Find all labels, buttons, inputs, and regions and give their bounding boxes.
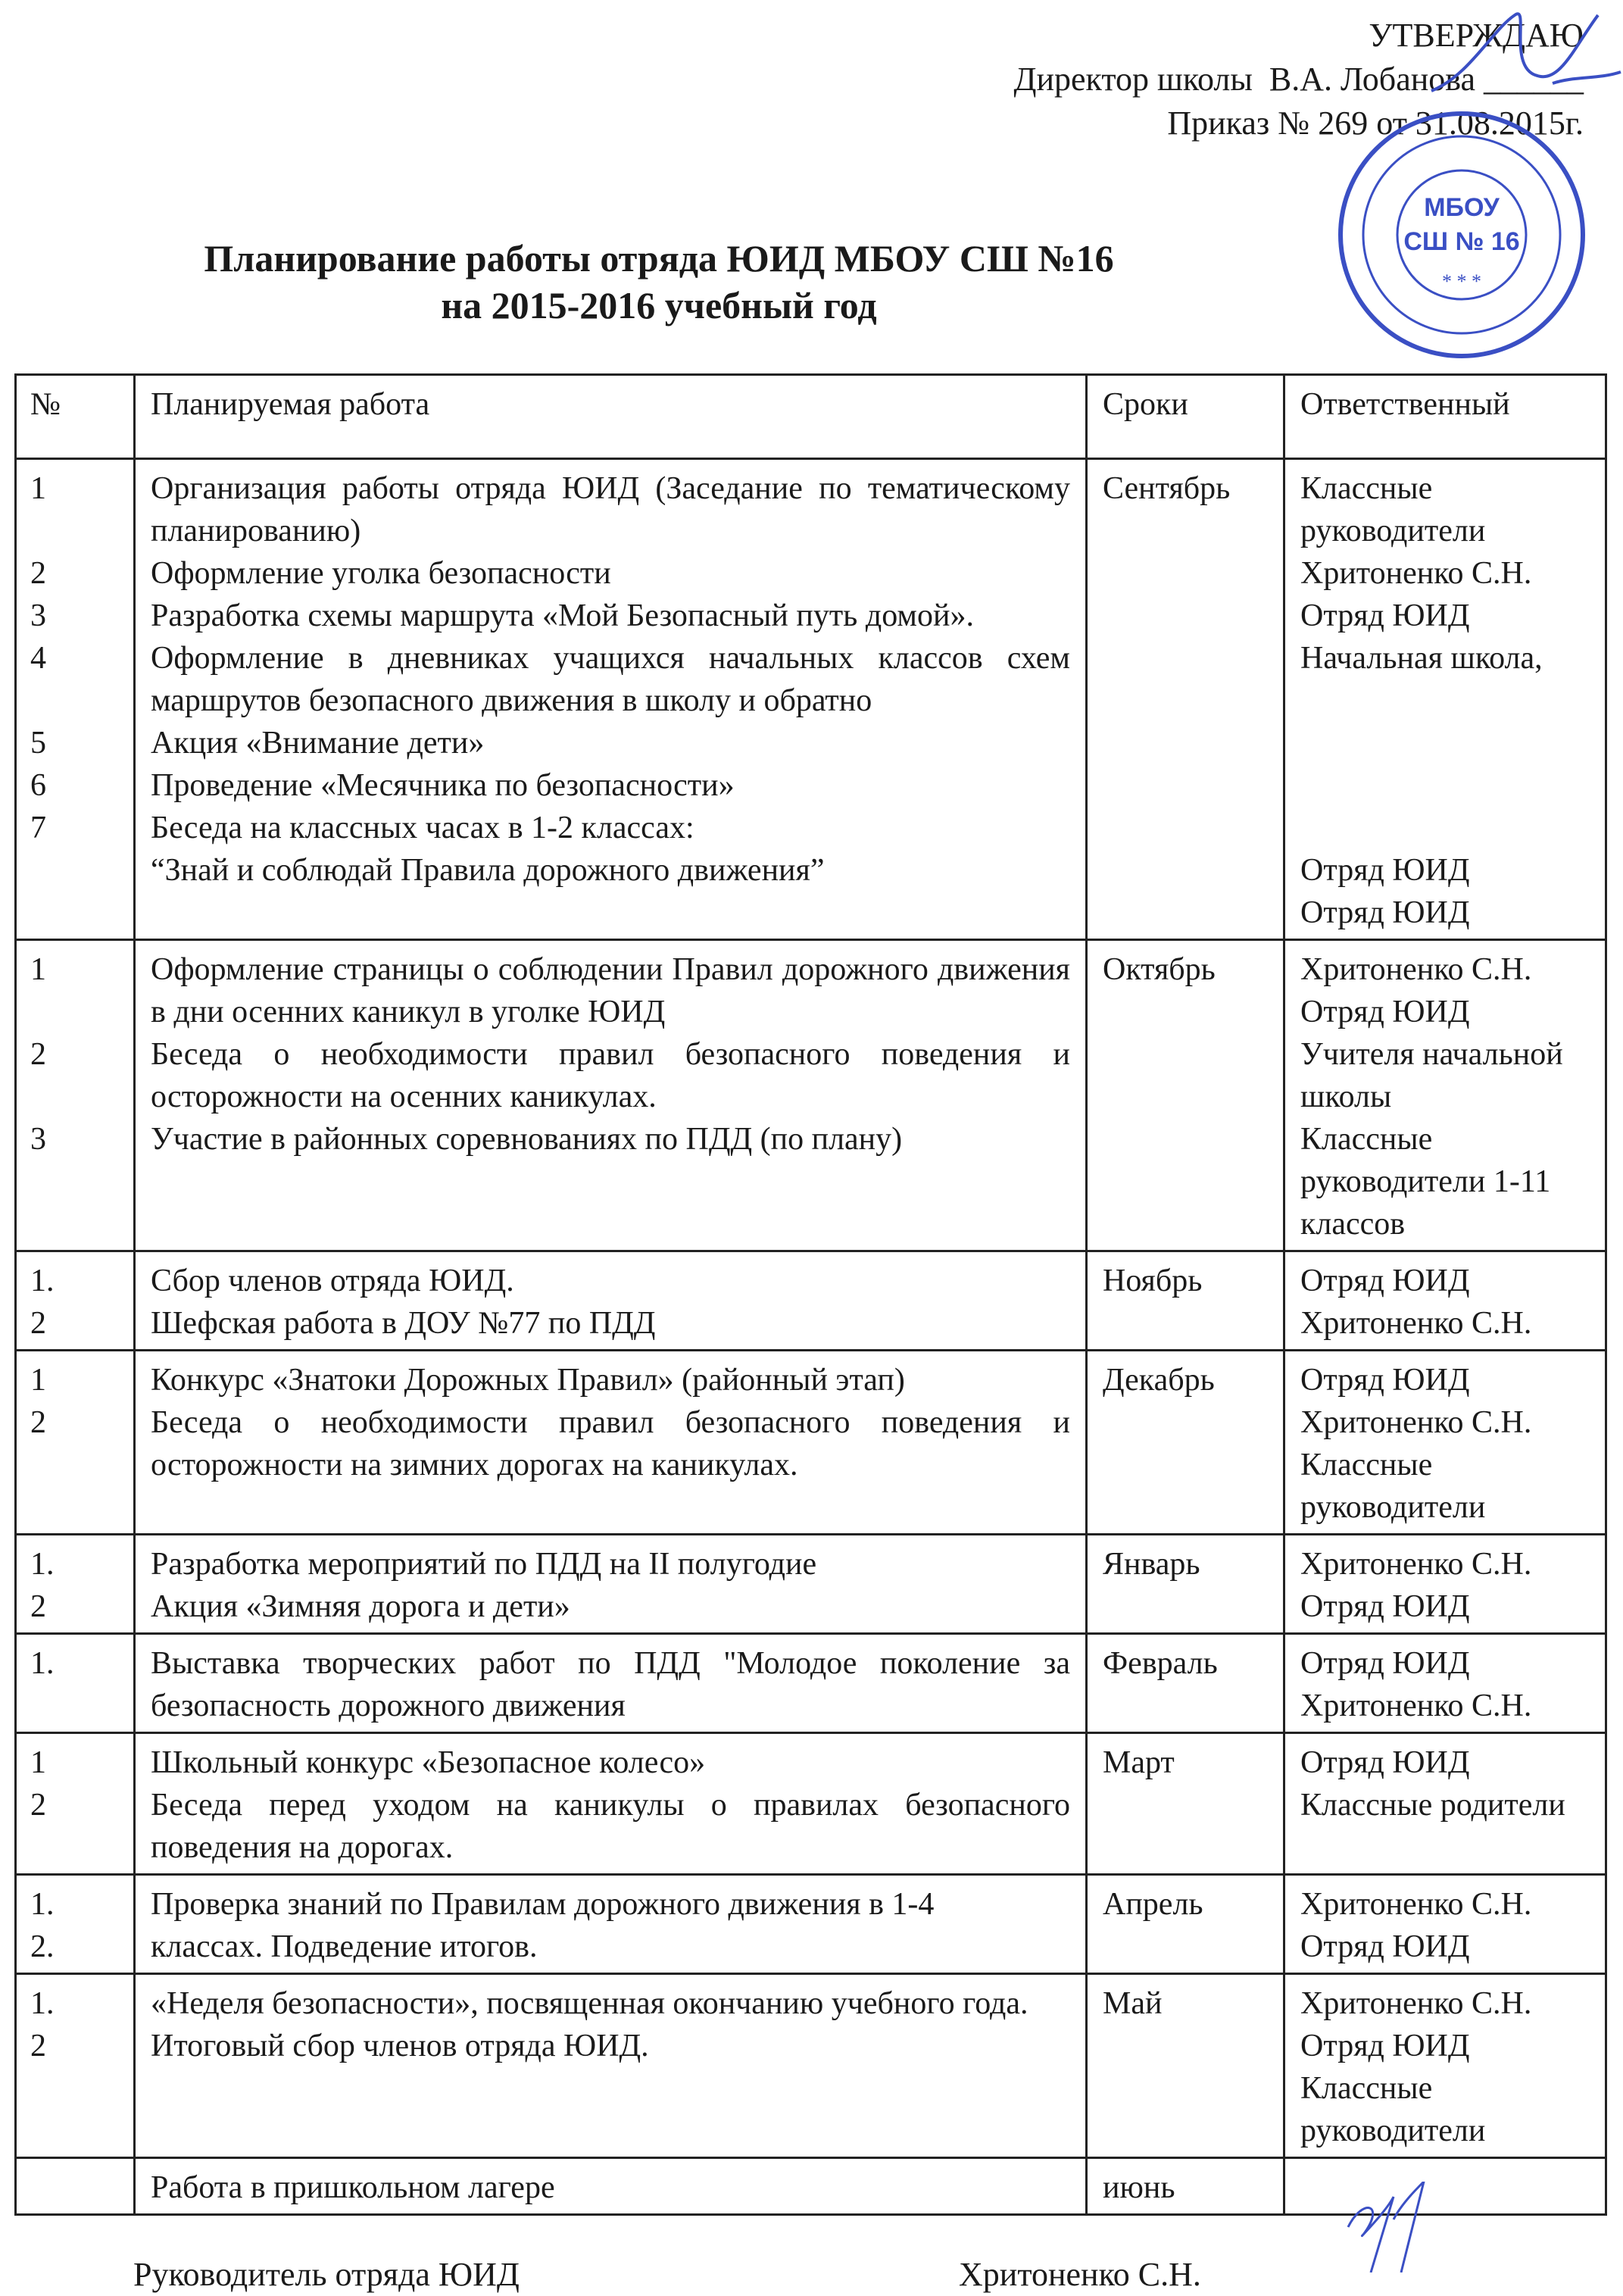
item-number bbox=[30, 849, 130, 892]
title-line-1: Планирование работы отряда ЮИД МБОУ СШ №16 bbox=[204, 237, 1114, 280]
item-number: 1 bbox=[30, 952, 46, 987]
table-row bbox=[16, 1733, 1606, 1875]
row-term: Октябрь bbox=[1087, 940, 1284, 1251]
item-text: Организация работы отряда ЮИД (Заседание по тематическому планированию) bbox=[151, 471, 1070, 548]
responsible-entry: Отряд ЮИД bbox=[1300, 1589, 1470, 1624]
footer-role: Руководитель отряда ЮИД bbox=[133, 2256, 520, 2293]
item-number: 7 bbox=[30, 811, 46, 845]
item-text: Шефская работа в ДОУ №77 по ПДД bbox=[151, 1306, 656, 1341]
row-responsible bbox=[1284, 1875, 1606, 1974]
item-text: “Знай и соблюдай Правила дорожного движения” bbox=[151, 853, 825, 888]
header-number: № bbox=[16, 375, 135, 459]
row-numbers bbox=[16, 459, 135, 940]
header-responsible: Ответственный bbox=[1284, 375, 1606, 459]
item-number: 1 bbox=[30, 1745, 46, 1780]
item-number: 3 bbox=[30, 598, 46, 633]
item-text: Акция «Внимание дети» bbox=[151, 726, 485, 761]
row-term: Ноябрь bbox=[1087, 1251, 1284, 1351]
item-text: Сбор членов отряда ЮИД. bbox=[151, 1264, 514, 1298]
item-text: Школьный конкурс «Безопасное колесо» bbox=[151, 1745, 706, 1780]
item-text: Оформление в дневниках учащихся начальных классов схем маршрутов безопасного движения в школу и обратно bbox=[151, 641, 1070, 718]
table-header-row bbox=[16, 375, 1606, 459]
item-text: Конкурс «Знатоки Дорожных Правил» (районный этап) bbox=[151, 1363, 905, 1398]
responsible-entry: Хритоненко С.Н. bbox=[1300, 1547, 1532, 1582]
item-text: Итоговый сбор членов отряда ЮИД. bbox=[151, 2029, 649, 2063]
table-row bbox=[16, 1351, 1606, 1535]
row-term: Май bbox=[1087, 1974, 1284, 2158]
item-text: классах. Подведение итогов. bbox=[151, 1929, 538, 1964]
row-work bbox=[135, 1251, 1087, 1351]
item-text: Оформление уголка безопасности bbox=[151, 556, 611, 591]
responsible-entry: Отряд ЮИД bbox=[1300, 1264, 1470, 1298]
item-number: 1. bbox=[30, 1264, 55, 1298]
row-responsible bbox=[1284, 1733, 1606, 1875]
item-number: 5 bbox=[30, 726, 46, 761]
table-row bbox=[16, 940, 1606, 1251]
row-numbers bbox=[16, 1251, 135, 1351]
responsible-entry: Классные руководители bbox=[1300, 1448, 1486, 1525]
responsible-entry: Отряд ЮИД bbox=[1300, 895, 1470, 930]
row-work bbox=[135, 459, 1087, 940]
item-text: Беседа перед уходом на каникулы о правилах безопасного поведения на дорогах. bbox=[151, 1788, 1070, 1865]
row-term: Декабрь bbox=[1087, 1351, 1284, 1535]
item-text: Разработка мероприятий по ПДД на II полугодие bbox=[151, 1547, 817, 1582]
item-number: 6 bbox=[30, 768, 46, 803]
item-number: 1. bbox=[30, 1887, 55, 1922]
responsible-entry: Классные руководители bbox=[1300, 2071, 1486, 2148]
responsible-entry bbox=[1300, 679, 1590, 722]
table-row bbox=[16, 1251, 1606, 1351]
item-text: Проверка знаний по Правилам дорожного движения в 1-4 bbox=[151, 1887, 935, 1922]
responsible-entry: Хритоненко С.Н. bbox=[1300, 556, 1532, 591]
row-work bbox=[135, 1535, 1087, 1634]
responsible-entry: Хритоненко С.Н. bbox=[1300, 1405, 1532, 1440]
item-text: Разработка схемы маршрута «Мой Безопасный путь домой». bbox=[151, 598, 974, 633]
row-work bbox=[135, 1875, 1087, 1974]
row-responsible bbox=[1284, 1634, 1606, 1733]
header-work: Планируемая работа bbox=[135, 375, 1087, 459]
responsible-entry: Отряд ЮИД bbox=[1300, 853, 1470, 888]
footer-name: Хритоненко С.Н. bbox=[959, 2256, 1201, 2293]
row-numbers bbox=[16, 1733, 135, 1875]
table-row bbox=[16, 1974, 1606, 2158]
item-number: 1 bbox=[30, 1363, 46, 1398]
row-work bbox=[135, 940, 1087, 1251]
item-number: 2 bbox=[30, 1306, 46, 1341]
responsible-entry: Отряд ЮИД bbox=[1300, 1363, 1470, 1398]
approval-director: Директор школы В.А. Лобанова ______ bbox=[1013, 61, 1584, 98]
row-work bbox=[135, 1974, 1087, 2158]
responsible-entry: Отряд ЮИД bbox=[1300, 1745, 1470, 1780]
responsible-entry bbox=[1300, 764, 1590, 807]
row-responsible bbox=[1284, 1351, 1606, 1535]
svg-text:* * *: * * * bbox=[1442, 270, 1481, 292]
responsible-entry: Отряд ЮИД bbox=[1300, 995, 1470, 1029]
item-number: 3 bbox=[30, 1122, 46, 1157]
row-term: Январь bbox=[1087, 1535, 1284, 1634]
item-number: 1. bbox=[30, 1646, 55, 1681]
row-numbers bbox=[16, 1634, 135, 1733]
item-number: 2 bbox=[30, 2029, 46, 2063]
leader-signature-icon bbox=[1318, 2182, 1454, 2273]
responsible-entry: Хритоненко С.Н. bbox=[1300, 1688, 1532, 1723]
svg-text:МБОУ: МБОУ bbox=[1424, 193, 1500, 222]
row-term: июнь bbox=[1087, 2158, 1284, 2215]
responsible-entry: Отряд ЮИД bbox=[1300, 1646, 1470, 1681]
row-term: Март bbox=[1087, 1733, 1284, 1875]
item-text: Выставка творческих работ по ПДД "Молодое поколение за безопасность дорожного движения bbox=[151, 1646, 1070, 1723]
approval-title: УТВЕРЖДАЮ bbox=[1369, 17, 1584, 54]
row-term: Апрель bbox=[1087, 1875, 1284, 1974]
responsible-entry: Отряд ЮИД bbox=[1300, 2029, 1470, 2063]
responsible-entry: Хритоненко С.Н. bbox=[1300, 1887, 1532, 1922]
row-term: Февраль bbox=[1087, 1634, 1284, 1733]
item-text: Проведение «Месячника по безопасности» bbox=[151, 768, 735, 803]
header-term: Сроки bbox=[1087, 375, 1284, 459]
table-row bbox=[16, 1634, 1606, 1733]
table-row bbox=[16, 459, 1606, 940]
item-number: 2 bbox=[30, 1405, 46, 1440]
responsible-entry: Хритоненко С.Н. bbox=[1300, 1306, 1532, 1341]
row-numbers bbox=[16, 1535, 135, 1634]
row-responsible bbox=[1284, 940, 1606, 1251]
item-number: 2 bbox=[30, 1589, 46, 1624]
item-number: 2. bbox=[30, 1929, 55, 1964]
approval-order: Приказ № 269 от 31.08.2015г. bbox=[1167, 105, 1584, 142]
row-work bbox=[135, 1351, 1087, 1535]
document-title bbox=[0, 235, 1318, 329]
item-text: Работа в пришкольном лагере bbox=[151, 2170, 555, 2205]
item-number: 2 bbox=[30, 556, 46, 591]
item-text: Беседа о необходимости правил безопасного поведения и осторожности на зимних дорогах на каникулах. bbox=[151, 1405, 1070, 1482]
table-row bbox=[16, 1535, 1606, 1634]
row-responsible bbox=[1284, 459, 1606, 940]
svg-text:СШ № 16: СШ № 16 bbox=[1403, 227, 1520, 256]
item-text: Участие в районных соревнованиях по ПДД (по плану) bbox=[151, 1122, 903, 1157]
row-responsible bbox=[1284, 1974, 1606, 2158]
row-responsible bbox=[1284, 1251, 1606, 1351]
row-work bbox=[135, 1634, 1087, 1733]
responsible-entry bbox=[1300, 722, 1590, 764]
row-work bbox=[135, 2158, 1087, 2215]
item-number: 2 bbox=[30, 1788, 46, 1823]
item-number: 2 bbox=[30, 1037, 46, 1072]
title-line-2: на 2015-2016 учебный год bbox=[441, 284, 877, 326]
item-text: Беседа на классных часах в 1-2 классах: bbox=[151, 811, 694, 845]
row-numbers bbox=[16, 1875, 135, 1974]
responsible-entry bbox=[1300, 807, 1590, 849]
item-number bbox=[30, 2166, 130, 2209]
responsible-entry: Отряд ЮИД bbox=[1300, 1929, 1470, 1964]
plan-table bbox=[14, 373, 1607, 2216]
item-text: «Неделя безопасности», посвященная окончанию учебного года. bbox=[151, 1986, 1028, 2021]
row-term: Сентябрь bbox=[1087, 459, 1284, 940]
row-numbers bbox=[16, 1351, 135, 1535]
item-text: Оформление страницы о соблюдении Правил дорожного движения в дни осенних каникул в уголке ЮИД bbox=[151, 952, 1070, 1029]
item-text: Акция «Зимняя дорога и дети» bbox=[151, 1589, 570, 1624]
row-work bbox=[135, 1733, 1087, 1875]
responsible-entry: Классные руководители bbox=[1300, 471, 1486, 548]
responsible-entry: Отряд ЮИД bbox=[1300, 598, 1470, 633]
item-number: 1. bbox=[30, 1986, 55, 2021]
row-responsible bbox=[1284, 1535, 1606, 1634]
responsible-entry: Начальная школа, bbox=[1300, 641, 1543, 676]
item-number: 1 bbox=[30, 471, 46, 506]
row-numbers bbox=[16, 940, 135, 1251]
responsible-entry: Классные руководители 1-11 классов bbox=[1300, 1122, 1551, 1242]
item-number: 4 bbox=[30, 641, 46, 676]
responsible-entry: Хритоненко С.Н. bbox=[1300, 952, 1532, 987]
table-row bbox=[16, 1875, 1606, 1974]
row-numbers bbox=[16, 1974, 135, 2158]
responsible-entry: Учителя начальной школы bbox=[1300, 1037, 1563, 1114]
item-text: Беседа о необходимости правил безопасного поведения и осторожности на осенних каникулах. bbox=[151, 1037, 1070, 1114]
responsible-entry: Классные родители bbox=[1300, 1788, 1565, 1823]
item-number: 1. bbox=[30, 1547, 55, 1582]
row-numbers bbox=[16, 2158, 135, 2215]
responsible-entry: Хритоненко С.Н. bbox=[1300, 1986, 1532, 2021]
